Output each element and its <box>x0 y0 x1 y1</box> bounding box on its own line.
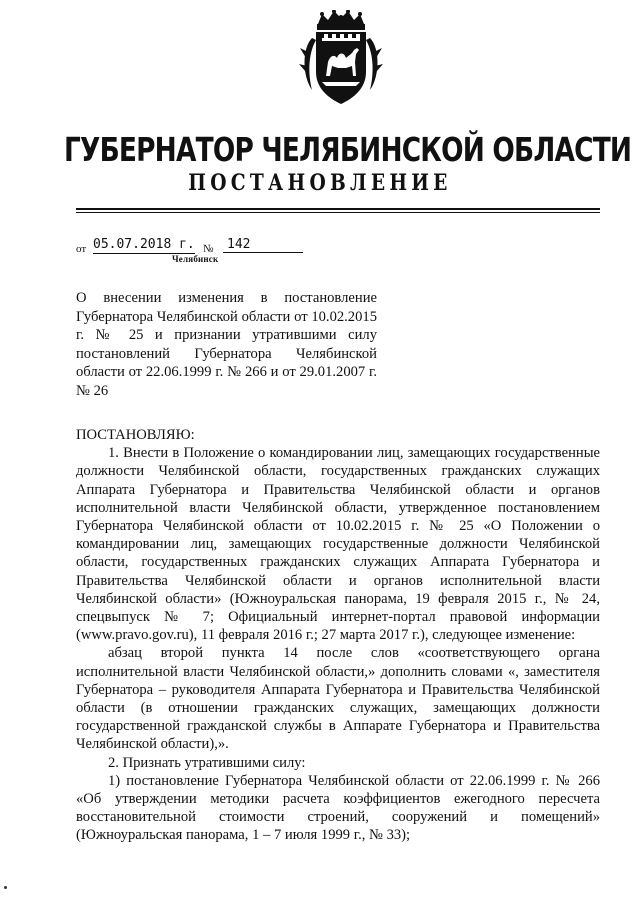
header-divider-thin <box>76 212 600 213</box>
chelyabinsk-coat-of-arms-icon <box>298 10 384 106</box>
paragraph-1: 1. Внести в Положение о командировании лиц, замещающих государственные должности Челябинской области, государственных гражданских служащих Аппарата Губернатора и Правительства Челябинской области и органов исполнительной власти Челябинской области, утвержденное постановлением Губернатора Челябинской области от 10.02.2015 г. № 25 «О Положении о командировании лиц, замещающих государственные должности Челябинской области, государственных гражданских служащих Аппарата Губернатора и Правительства Челябинской области и органов исполнительной власти Челябинской области» (Южноуральская панорама, 19 февраля 2015 г., № 24, спецвыпуск № 7; Официальный интернет-портал правовой информации (www.pravo.gov.ru), 11 февраля 2016 г.; 27 марта 2017 г.), следующее изменение: <box>76 445 600 644</box>
header-divider <box>76 208 600 210</box>
scan-artifact <box>4 886 7 889</box>
document-number: 142 <box>223 237 303 253</box>
paragraph-2: 2. Признать утратившими силу: <box>108 754 306 771</box>
paragraph-2-item-1: 1) постановление Губернатора Челябинской области от 22.06.1999 г. № 266 «Об утверждении методики расчета коэффициентов ежегодного пересчета восстановительной стоимости строений, сооружений и помещений» (Южноуральская панорама, 1 – 7 июля 1999 г., № 33); <box>76 772 600 844</box>
org-title: ГУБЕРНАТОР ЧЕЛЯБИНСКОЙ ОБЛАСТИ <box>64 130 632 169</box>
document-body <box>76 426 600 845</box>
document-subject: О внесении изменения в постановление Губернатора Челябинской области от 10.02.2015 г. № 25 и признании утратившими силу постановлений Губернатора Челябинской области от 22.06.1999 г. № 266 и от 29.01.2007 г. № 26 <box>76 290 377 399</box>
city-name: Челябинск <box>172 254 219 264</box>
resolve-heading: ПОСТАНОВЛЯЮ: <box>76 427 195 443</box>
document-type-title: ПОСТАНОВЛЕНИЕ <box>188 170 452 196</box>
number-label: № <box>203 243 214 255</box>
document-date: 05.07.2018 г. <box>93 237 195 252</box>
date-label: от <box>76 243 87 255</box>
paragraph-1-amendment: абзац второй пункта 14 после слов «соответствующего органа исполнительной власти Челябинской области,» дополнить словами «, заместителя Губернатора – руководителя Аппарата Губернатора и Правительства Челябинской области (в отношении гражданских служащих, замещающих должности государственной гражданской службы в Аппарате Губернатора и Правительства Челябинской области),». <box>76 645 600 753</box>
